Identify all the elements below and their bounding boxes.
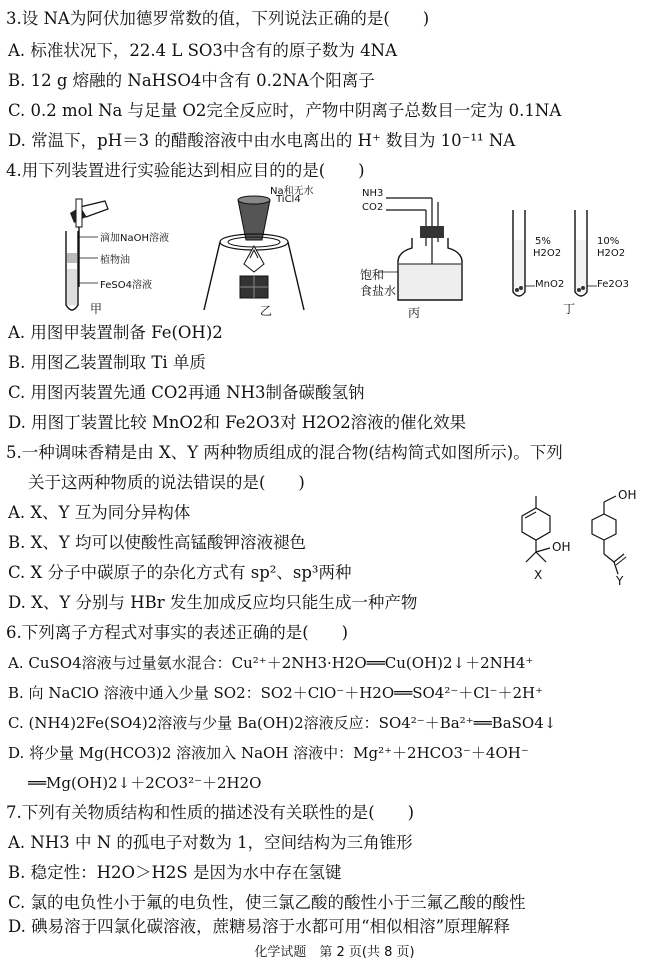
y-label: Y: [616, 574, 624, 588]
ding-caption: 丁: [563, 302, 576, 316]
q3-option-d: D. 常温下，pH＝3 的醋酸溶液中由水电离出的 H⁺ 数目为 10⁻¹¹ NA: [8, 131, 516, 150]
q4-option-d: D. 用图丁装置比较 MnO2和 Fe2O3对 H2O2溶液的催化效果: [8, 413, 467, 432]
figure-ding-drawing: [505, 200, 655, 320]
q6-option-b: B. 向 NaClO 溶液中通入少量 SO2：SO2＋ClO⁻＋H2O══SO4²⁻＋Cl⁻＋2H⁺: [8, 684, 543, 702]
q3-option-b: B. 12 g 熔融的 NaHSO4中含有 0.2NA个阳离子: [8, 71, 375, 90]
q5-option-a: A. X、Y 互为同分异构体: [8, 503, 191, 522]
q7-option-d: D. 碘易溶于四氯化碳溶液，蔗糖易溶于水都可用“相似相溶”原理解释: [8, 917, 511, 936]
q6-option-d-line2: ══Mg(OH)2↓＋2CO3²⁻＋2H2O: [28, 774, 262, 792]
jia-label-naoh: 滴加NaOH溶液: [100, 233, 169, 244]
figure-xy-structures: [500, 488, 660, 593]
ding-label-mno2: MnO2: [535, 279, 565, 290]
q3-stem: 3.设 NA为阿伏加德罗常数的值，下列说法正确的是( ): [6, 9, 430, 28]
q6-option-c: C. (NH4)2Fe(SO4)2溶液与少量 Ba(OH)2溶液反应：SO4²⁻＋Ba²⁺══BaSO4↓: [8, 714, 557, 732]
q4-option-a: A. 用图甲装置制备 Fe(OH)2: [8, 323, 223, 342]
q6-option-d-line1: D. 将少量 Mg(HCO3)2 溶液加入 NaOH 溶液中：Mg²⁺＋2HCO3⁻＋4OH⁻: [8, 744, 529, 762]
q5-option-c: C. X 分子中碳原子的杂化方式有 sp²、sp³两种: [8, 563, 352, 582]
q7-option-a: A. NH3 中 N 的孤电子对数为 1，空间结构为三角锥形: [8, 833, 413, 852]
q5-stem-line1: 5.一种调味香精是由 X、Y 两种物质组成的混合物(结构简式如图所示)。下列: [6, 443, 563, 462]
q4-option-b: B. 用图乙装置制取 Ti 单质: [8, 353, 206, 372]
x-label: X: [534, 568, 543, 582]
q5-option-b: B. X、Y 均可以使酸性高锰酸钾溶液褪色: [8, 533, 306, 552]
figure-ding: [505, 200, 655, 320]
bing-label-co2: CO2: [362, 202, 384, 213]
bing-caption: 丙: [408, 306, 421, 320]
figure-bing: [358, 186, 478, 320]
q4-option-c: C. 用图丙装置先通 CO2再通 NH3制备碳酸氢钠: [8, 383, 365, 402]
ding-label-h2o2-b: H2O2: [597, 248, 626, 259]
bing-label-brine: 食盐水: [360, 284, 397, 298]
ding-label-fe2o3: Fe2O3: [597, 279, 629, 290]
y-oh-label: OH: [618, 488, 637, 502]
jia-caption: 甲: [90, 302, 103, 316]
q6-option-a: A. CuSO4溶液与过量氨水混合：Cu²⁺＋2NH3·H2O══Cu(OH)2↓＋2NH4⁺: [8, 654, 534, 672]
page-footer: 化学试题 第 2 页(共 8 页): [254, 945, 415, 960]
figure-jia: [50, 195, 170, 320]
ding-label-10pct: 10%: [597, 236, 620, 247]
xy-skeletal-drawing: [500, 488, 660, 593]
yi-label-na: Na和无水: [270, 186, 314, 197]
ding-label-5pct: 5%: [535, 236, 551, 247]
bing-label-nh3: NH3: [362, 188, 384, 199]
q3-option-a: A. 标准状况下，22.4 L SO3中含有的原子数为 4NA: [8, 41, 398, 60]
q7-stem: 7.下列有关物质结构和性质的描述没有关联性的是( ): [6, 803, 415, 822]
q7-option-b: B. 稳定性：H2O＞H2S 是因为水中存在氢键: [8, 863, 342, 882]
q4-stem: 4.用下列装置进行实验能达到相应目的的是( ): [6, 161, 365, 180]
q3-option-c: C. 0.2 mol Na 与足量 O2完全反应时，产物中阴离子总数目一定为 0.1NA: [8, 101, 562, 120]
jia-label-oil: 植物油: [100, 255, 130, 266]
q6-stem: 6.下列离子方程式对事实的表述正确的是( ): [6, 623, 349, 642]
q5-option-d: D. X、Y 分别与 HBr 发生加成反应均只能生成一种产物: [8, 593, 418, 612]
yi-caption: 乙: [260, 304, 273, 318]
figure-yi: [200, 180, 330, 320]
figure-yi-drawing: [200, 180, 330, 320]
q7-option-c: C. 氯的电负性小于氟的电负性，使三氯乙酸的酸性小于三氟乙酸的酸性: [8, 893, 526, 912]
x-oh-label: OH: [552, 540, 571, 554]
ding-label-h2o2-a: H2O2: [533, 248, 562, 259]
jia-label-feso4: FeSO4溶液: [100, 280, 152, 291]
q5-stem-line2: 关于这两种物质的说法错误的是( ): [28, 473, 305, 492]
yi-label-ticl4: TiCl4: [276, 194, 301, 205]
bing-label-saturated: 饱和: [360, 268, 385, 282]
